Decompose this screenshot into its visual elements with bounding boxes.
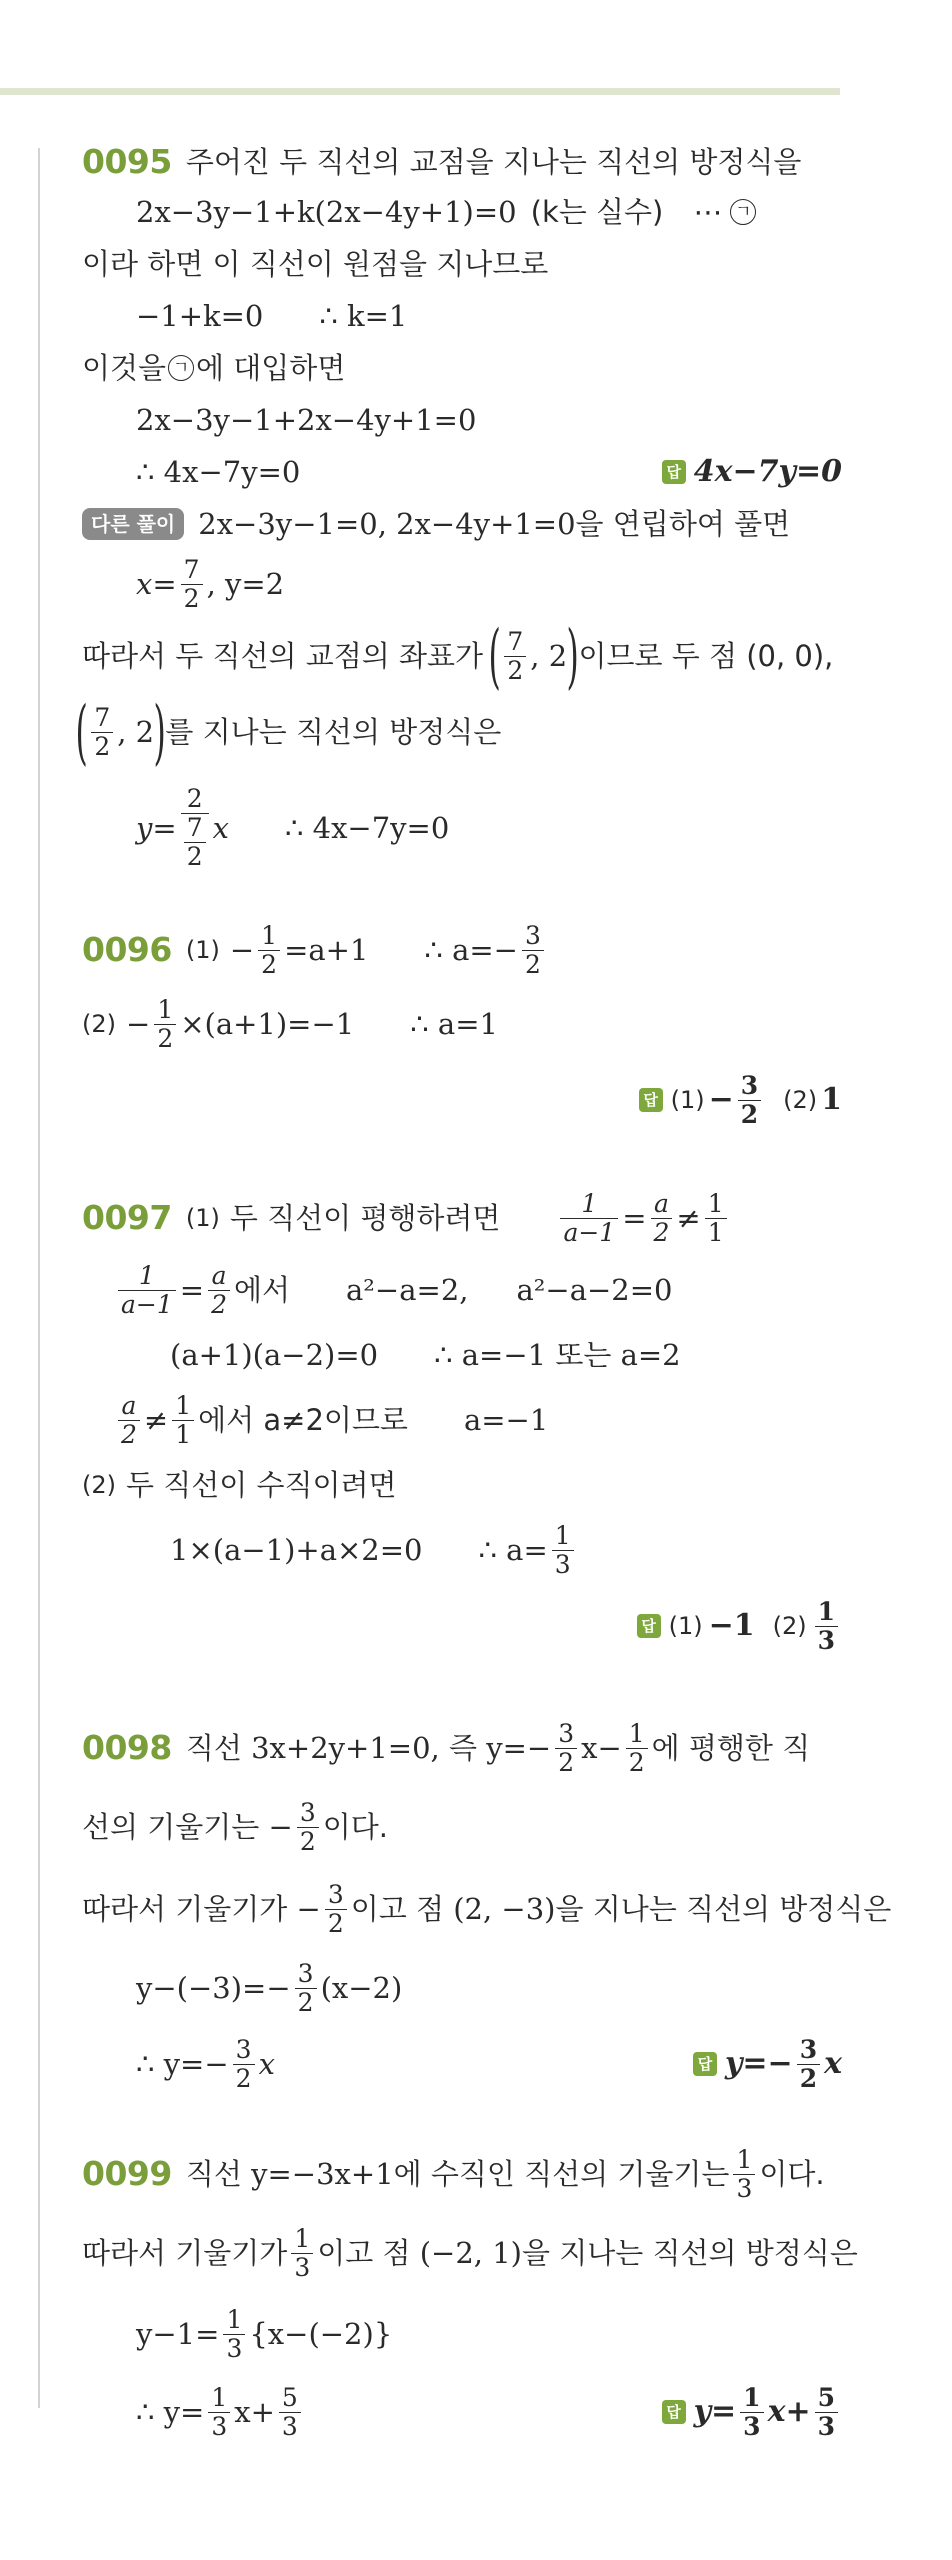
p98-answer [693,2036,842,2093]
left-margin-rule [38,148,40,2408]
p95-alt-line-4: ( $\frac{7}{2}$ , 2 ) 를 지나는 직선의 방정식은 [75,691,502,773]
p97-l2-c: a²−a−2=0 [516,1273,673,1307]
p96-ans2-tag: (2) [783,1086,818,1114]
p96-line-1 [82,916,842,984]
p95-l5-post: 에 대입하면 [196,351,346,385]
p95-alt-line-1 [82,498,842,550]
p96-line-2 [82,984,842,1064]
p95-line-3 [82,238,842,290]
p95-line-7 [82,446,842,498]
fraction-1-3: $\frac{1}{3}$ [815,1598,838,1655]
p99-l2-pre: 따라서 기울기가 [82,2236,288,2270]
fraction-1-1: $\frac{1}{1}$ [705,1190,727,1247]
p99-line-3 [82,2294,842,2374]
p98-l5-pre: ∴ y=− [136,2047,229,2081]
p95-alt-line-3: 따라서 두 직선의 교점의 좌표가 ( $\frac{7}{2}$ , 2 ) 이므로 두 점 (0, 0), [82,615,834,697]
p96-l1-eq: =a+1 [284,933,369,967]
solution-content [75,138,892,2450]
p99-line-4 [82,2374,842,2450]
fraction-1-1: $\frac{1}{1}$ [172,1392,194,1449]
fraction-1-3: $\frac{1}{3}$ [223,2306,245,2363]
p96-l1-neg: − [229,933,255,967]
p95-line-6 [82,394,842,446]
p99-ans-pre: y= [693,2394,737,2429]
p99-l3-pre: y−1= [136,2317,220,2351]
problem-0097 [82,1184,842,1664]
p97-ans2-tag: (2) [772,1612,807,1640]
p99-l3-post: {x−(−2)} [249,2317,393,2351]
p95-alt2-y: , y=2 [206,567,285,601]
p97-answer [637,1598,842,1655]
fraction-3-2: $\frac{3}{2}$ [325,1881,347,1938]
fraction-a-2: $\frac{a}{2}$ [651,1190,673,1247]
p98-l3-post: 이고 점 (2, −3)을 지나는 직선의 방정식은 [350,1892,892,1926]
problem-0095 [75,138,842,886]
p98-line-5 [82,2026,842,2102]
p98-line-2 [82,1786,842,1868]
p97-l4-post: 에서 a≠2이므로 [198,1403,408,1437]
p97-neq: ≠ [143,1403,169,1437]
p97-neq: ≠ [676,1201,701,1235]
p98-ans-pre: y=− [724,2046,793,2081]
p97-ans1-tag: (1) [668,1612,703,1640]
p98-l4-pre: y−(−3)=− [136,1971,291,2005]
fraction-1-2: $\frac{1}{2}$ [154,996,176,1053]
p95-l4a: −1+k=0 [136,299,264,333]
problem-number: 0099 [82,2154,172,2193]
p98-l3-pre: 따라서 기울기가 − [82,1892,321,1926]
p99-l2-post: 이고 점 (−2, 1)을 지나는 직선의 방정식은 [317,2236,858,2270]
fraction-3-2: $\frac{3}{2}$ [555,1720,577,1777]
p98-l2-pre: 선의 기울기는 − [82,1810,293,1844]
p95-alt3-post: 이므로 두 점 (0, 0), [578,639,834,673]
p95-l4b: ∴ k=1 [319,299,408,333]
answer-badge-icon: 답 [637,1614,661,1638]
p95-l6: 2x−3y−1+2x−4y+1=0 [136,403,477,437]
p97-l6-b: ∴ a= [478,1533,548,1567]
top-divider-bar [0,88,840,95]
fraction-3-2: $\frac{3}{2}$ [297,1799,319,1856]
p95-eq1-note: (k는 실수) [530,195,664,229]
fraction-a-2: $\frac{a}{2}$ [118,1392,140,1449]
p97-tag-1: (1) [185,1204,220,1232]
p95-l5-pre: 이것을 [82,351,167,385]
problem-0099 [82,2136,858,2450]
answer-badge-icon: 답 [662,2400,686,2424]
p99-l4-pre: ∴ y= [136,2395,205,2429]
p99-answer [662,2384,842,2441]
fraction-7-2: $\frac{7}{2}$ [91,704,113,761]
p97-l5-text: 두 직선이 수직이려면 [126,1468,397,1502]
p96-l2-res: ∴ a=1 [410,1007,498,1041]
p97-l6-a: 1×(a−1)+a×2=0 [170,1533,423,1567]
p95-alt5-x: x [212,811,229,845]
fraction-1-3: $\frac{1}{3}$ [552,1522,574,1579]
fraction-3-2: $\frac{3}{2}$ [738,1072,761,1129]
p98-l2-post: 이다. [322,1810,388,1844]
problem-number: 0095 [82,142,172,181]
p97-l3-a: (a+1)(a−2)=0 [170,1338,379,1372]
p99-ans-mid: x+ [767,2394,811,2429]
p96-ans2: 1 [821,1082,842,1117]
fraction-7-2: $\frac{7}{2}$ [504,628,526,685]
p95-alt-line-5 [82,770,842,886]
circled-mark-icon: ㄱ [730,199,756,225]
fraction-5-3: $\frac{5}{3}$ [815,2384,838,2441]
p95-line-2 [82,186,842,238]
p98-l5-post: x [258,2047,275,2081]
p95-line-5 [82,342,842,394]
p99-l1-pre: 직선 y=−3x+1에 수직인 직선의 기울기는 [185,2157,730,2191]
p96-ans1-neg: − [708,1082,734,1117]
p96-l2-neg: − [126,1007,151,1041]
p96-l2-eq: ×(a+1)=−1 [180,1007,355,1041]
fraction-1-2: $\frac{1}{2}$ [258,922,280,979]
problem-number: 0097 [82,1198,172,1237]
answer-badge-icon: 답 [639,1088,663,1112]
p95-line-4 [82,290,842,342]
p95-alt3-pre: 따라서 두 직선의 교점의 좌표가 [82,639,484,673]
p97-l2-post: 에서 [233,1273,291,1307]
p95-alt2-x: x= [136,567,177,601]
p95-alt4-pt: , 2 [117,715,155,749]
p95-alt1: 2x−3y−1=0, 2x−4y+1=0을 연립하여 풀면 [198,507,791,541]
fraction-1-3: $\frac{1}{3}$ [740,2384,763,2441]
p95-l3: 이라 하면 이 직선이 원점을 지나므로 [82,247,549,281]
fraction-1-3: $\frac{1}{3}$ [733,2146,755,2203]
p95-alt5-res: ∴ 4x−7y=0 [284,811,450,845]
p95-line-1 [82,138,842,186]
p96-answer-line [82,1064,842,1136]
p97-l3-b: ∴ a=−1 또는 a=2 [434,1338,681,1372]
fraction-7-2: $\frac{7}{2}$ [181,556,203,613]
fraction-2-over-7-2: $\frac{2}{\frac{7}{2}}$ [181,785,209,871]
p97-ans1: −1 [708,1608,755,1643]
p97-l4-res: a=−1 [463,1403,549,1437]
circled-mark-icon: ㄱ [168,355,194,381]
p99-l1-post: 이다. [759,2157,825,2191]
p95-alt3-pt: , 2 [530,639,568,673]
p97-line-3 [82,1328,842,1382]
p98-line-3 [82,1868,892,1950]
p95-l7: ∴ 4x−7y=0 [136,455,301,489]
fraction-1-3: $\frac{1}{3}$ [208,2384,230,2441]
p97-line-6 [82,1512,842,1588]
p97-line-2 [82,1252,842,1328]
fraction-1-over-a-1: $\frac{1}{a-1}$ [560,1190,618,1247]
fraction-a-2: $\frac{a}{2}$ [208,1262,230,1319]
p96-l1-res: ∴ a=− [424,933,518,967]
p99-line-2 [82,2212,858,2294]
alt-solution-badge: 다른 풀이 [82,508,184,540]
p97-l1-text: 두 직선이 평행하려면 [229,1201,501,1235]
p97-eq: = [622,1201,647,1235]
p95-intro: 주어진 두 직선의 교점을 지나는 직선의 방정식을 [185,145,802,179]
p95-alt4-post: 를 지나는 직선의 방정식은 [165,715,502,749]
p95-eq1-dots: ⋯ [693,195,723,229]
p97-line-5 [82,1458,842,1512]
problem-0098 [82,1710,892,2102]
problem-number: 0098 [82,1728,172,1767]
p96-tag-1: (1) [185,936,220,964]
p96-tag-2: (2) [82,1010,116,1038]
answer-badge-icon: 답 [693,2052,717,2076]
problem-number: 0096 [82,930,172,969]
p95-answer-text: 4x−7y=0 [693,454,842,489]
p98-l1-post: 에 평행한 직 [651,1731,811,1765]
p95-eq1: 2x−3y−1+k(2x−4y+1)=0 [136,195,517,229]
p98-line-1 [82,1710,842,1786]
fraction-1-3: $\frac{1}{3}$ [291,2225,313,2282]
p96-ans1-tag: (1) [670,1086,705,1114]
p97-line-4 [82,1382,842,1458]
problem-0096 [82,916,842,1136]
p95-answer [662,452,842,492]
fraction-1-over-a-1: $\frac{1}{a-1}$ [118,1262,176,1319]
p97-l2-b: a²−a=2, [346,1273,469,1307]
p97-answer-line [82,1588,842,1664]
p98-l1-mid: x− [581,1731,622,1765]
p97-line-1 [82,1184,842,1252]
p99-line-1 [82,2136,842,2212]
p98-l4-post: (x−2) [320,1971,403,2005]
fraction-3-2: $\frac{3}{2}$ [797,2036,820,2093]
fraction-3-2: $\frac{3}{2}$ [295,1960,317,2017]
p98-line-4 [82,1950,842,2026]
fraction-5-3: $\frac{5}{3}$ [279,2384,301,2441]
fraction-1-2: $\frac{1}{2}$ [626,1720,648,1777]
p99-l4-mid: x+ [234,2395,275,2429]
p98-l1-pre: 직선 3x+2y+1=0, 즉 y=− [185,1731,552,1765]
p95-alt5-y: y= [136,811,177,845]
p98-ans-post: x [824,2046,842,2081]
p97-eq: = [179,1273,205,1307]
p97-tag-2: (2) [82,1471,116,1499]
p96-answer [639,1072,842,1129]
answer-badge-icon: 답 [662,460,686,484]
p95-alt-line-2 [82,550,842,618]
fraction-3-2: $\frac{3}{2}$ [233,2036,255,2093]
fraction-3-2: $\frac{3}{2}$ [522,922,544,979]
